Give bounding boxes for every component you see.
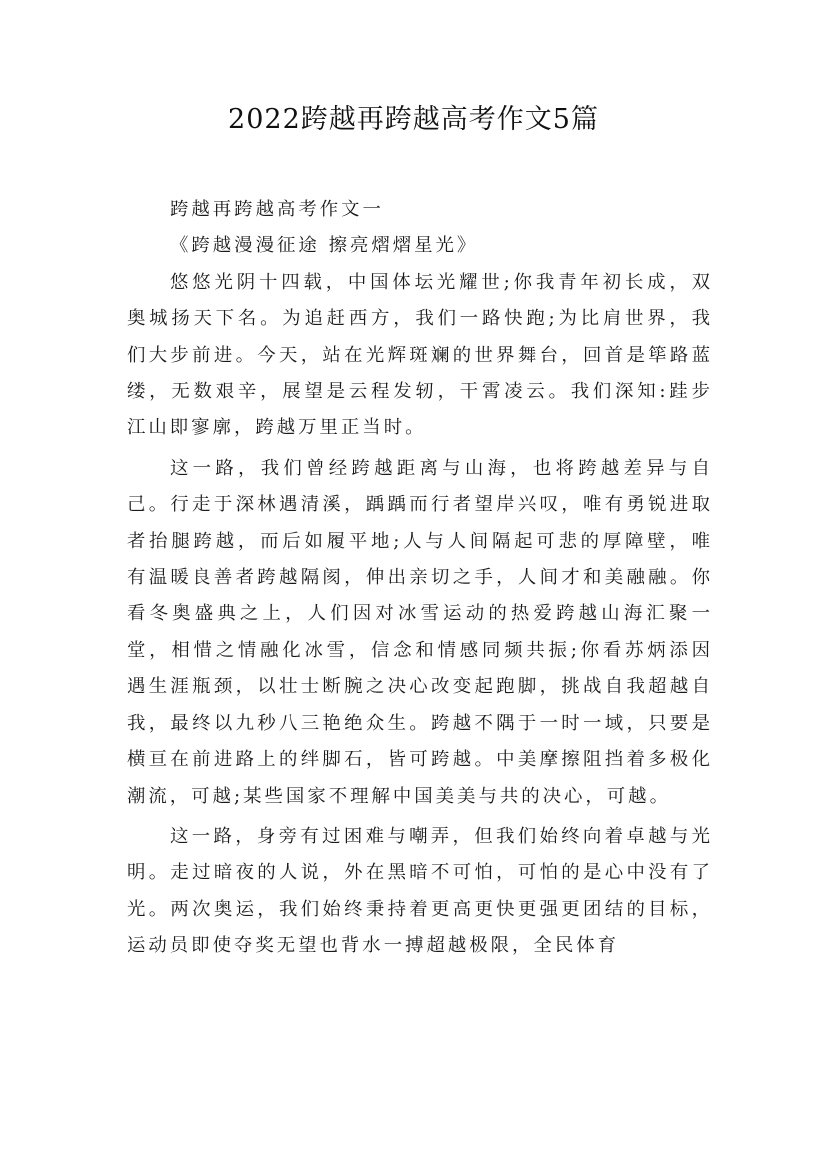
paragraph: 这一路，我们曾经跨越距离与山海，也将跨越差异与自己。行走于深林遇清溪，踽踽而行者望岸兴叹，唯有勇锐进取者抬腿跨越，而后如履平地;人与人间隔起可悲的厚障壁，唯有温暖良善者跨越隔阂，伸出亲切之手，人间才和美融融。你看冬奥盛典之上，人们因对冰雪运动的热爱跨越山海汇聚一堂，相惜之情融化冰雪，信念和情感同频共振;你看苏炳添因遇生涯瓶颈，以壮士断腕之决心改变起跑脚，挑战自我超越自我，最终以九秒八三艳绝众生。跨越不隅于一时一域，只要是横亘在前进路上的绊脚石，皆可跨越。中美摩擦阻挡着多极化潮流，可越;某些国家不理解中国美美与共的决心，可越。: [127, 457, 713, 807]
document-title: 2022跨越再跨越高考作文5篇: [228, 104, 599, 135]
paragraph: 这一路，身旁有过困难与嘲弄，但我们始终向着卓越与光明。走过暗夜的人说，外在黑暗不可怕，可怕的是心中没有了光。两次奥运，我们始终秉持着更高更快更强更团结的目标，运动员即使夺奖无望也背水一搏超越极限，全民体育: [127, 825, 713, 957]
essay-title: 《跨越漫漫征途 擦亮熠熠星光》: [170, 235, 479, 257]
document-body: [127, 192, 713, 969]
paragraph: 悠悠光阴十四载，中国体坛光耀世;你我青年初长成，双奥城扬天下名。为追赶西方，我们一路快跑;为比肩世界，我们大步前进。今天，站在光辉斑斓的世界舞台，回首是筚路蓝缕，无数艰辛，展望是云程发轫，干霄凌云。我们深知:跬步江山即寥廓，跨越万里正当时。: [127, 271, 713, 439]
section-heading: 跨越再跨越高考作文一: [170, 199, 384, 220]
